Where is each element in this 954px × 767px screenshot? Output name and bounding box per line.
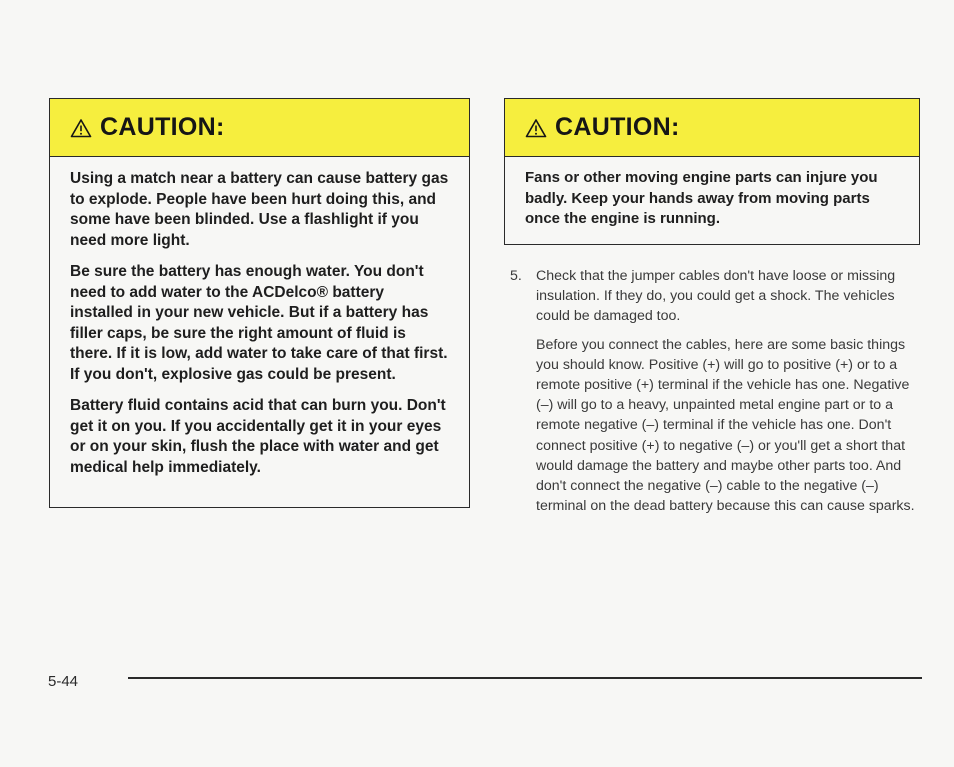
step-text	[536, 266, 925, 524]
caution-header	[505, 99, 919, 157]
step-number: 5.	[510, 268, 522, 284]
caution-body	[50, 157, 469, 478]
footer-rule	[128, 677, 922, 679]
step-5	[510, 266, 925, 524]
caution-body	[505, 157, 919, 230]
step-paragraph: Before you connect the cables, here are some basic things you should know. Positive (+) will go to positive (+) or to a remote positive (+) terminal if the vehicle has one. Negative (–) will go to a heavy, unpainted metal engine part or to a remote negative (–) terminal if the vehicle has one. Don't connect positive (+) to negative (–) or you'll get a short that would damage the battery and maybe other parts too. And don't connect the negative (–) cable to the negative (–) terminal on the dead battery because this can cause sparks.	[536, 336, 915, 515]
battery-caution-box	[49, 98, 470, 508]
caution-title: CAUTION:	[555, 113, 680, 141]
caution-paragraph: Be sure the battery has enough water. You don't need to add water to the ACDelco® battery installed in your new vehicle. But if a battery has filler caps, be sure the right amount of fluid is there. If it is low, add water to take care of that first. If you don't, explosive gas could be present.	[70, 263, 448, 383]
caution-paragraph: Using a match near a battery can cause battery gas to explode. People have been hurt doing this, and some have been blinded. Use a flashlight if you need more light.	[70, 170, 449, 249]
engine-fan-caution-box	[504, 98, 920, 245]
caution-header	[50, 99, 469, 157]
step-paragraph: Check that the jumper cables don't have loose or missing insulation. If they do, you could get a shock. The vehicles could be damaged too.	[536, 268, 896, 325]
caution-title: CAUTION:	[100, 113, 225, 141]
caution-paragraph: Fans or other moving engine parts can injure you badly. Keep your hands away from moving parts once the engine is running.	[525, 169, 878, 227]
caution-paragraph: Battery fluid contains acid that can burn you. Don't get it on you. If you accidentally get it in your eyes or on your skin, flush the place with water and get medical help immediately.	[70, 397, 446, 476]
warning-triangle-icon	[525, 118, 547, 138]
page-number: 5-44	[48, 673, 79, 690]
warning-triangle-icon	[70, 118, 92, 138]
